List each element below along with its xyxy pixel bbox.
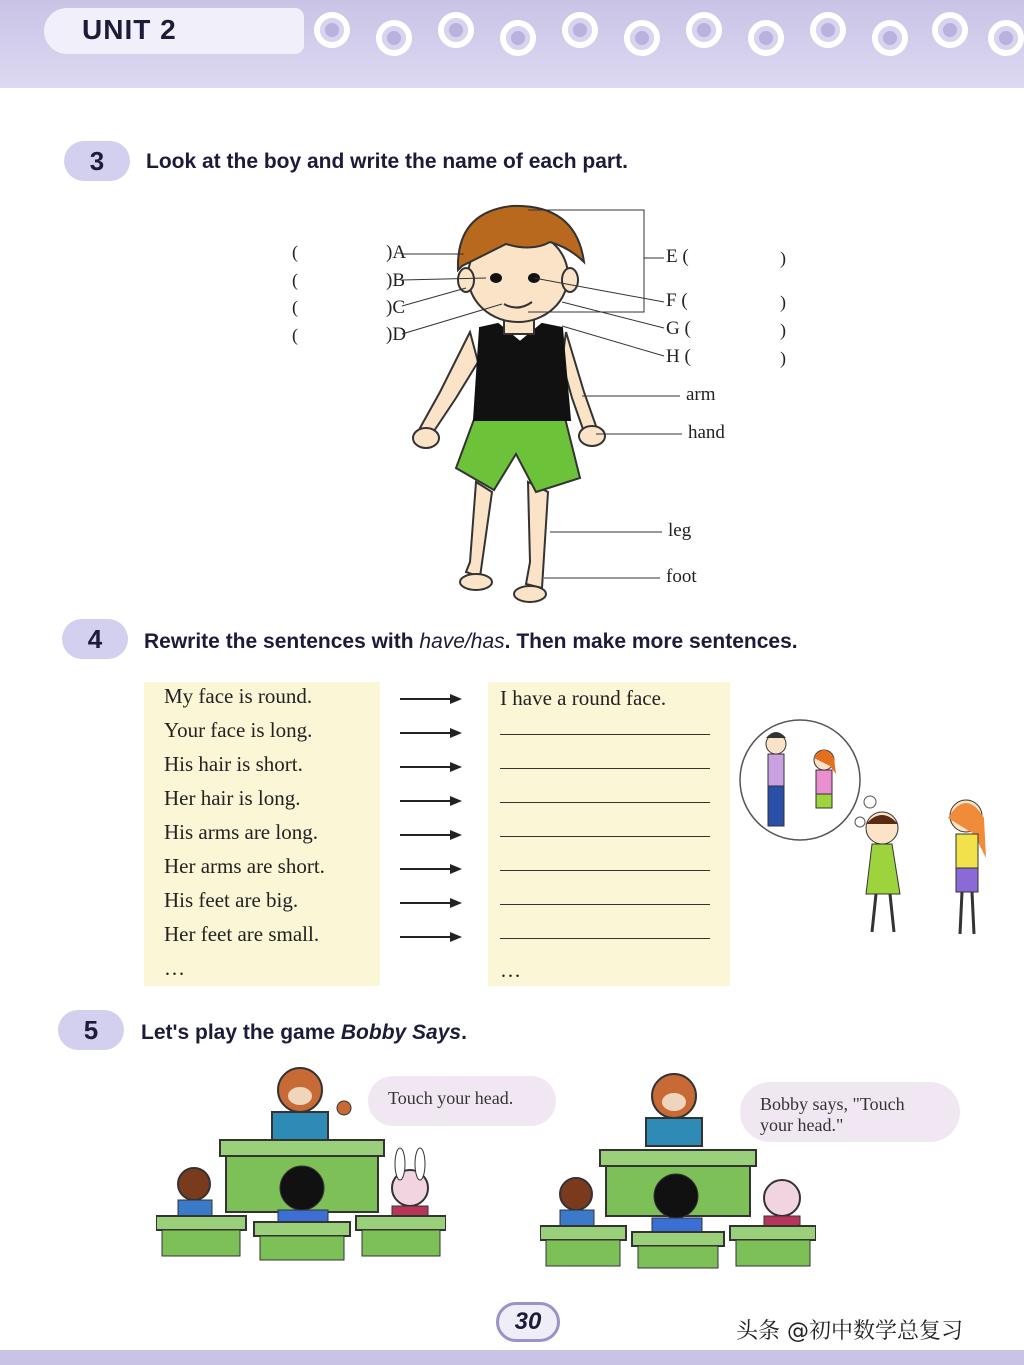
example-answer: I have a round face. (500, 686, 667, 710)
ring-decoration (376, 20, 412, 56)
arrow-icon (400, 795, 462, 807)
part-label-d: )D (386, 324, 407, 345)
part-label-leg: leg (668, 520, 692, 541)
answer-paren-open: ( (292, 325, 298, 345)
ring-decoration (500, 20, 536, 56)
arrow-icon (400, 931, 462, 943)
arrow-icon (400, 897, 462, 909)
footer-bar (0, 1350, 1024, 1365)
exercise-4-number: 4 (62, 619, 128, 659)
arrow-icon (400, 761, 462, 773)
answer-paren-close: ) (780, 292, 786, 312)
unit-title: UNIT 2 (82, 14, 177, 45)
exercise-3-number: 3 (64, 141, 130, 181)
sentence-5: His arms are long. (164, 820, 318, 844)
ring-decoration (686, 12, 722, 48)
ring-decoration (562, 12, 598, 48)
answer-paren-close: ) (780, 348, 786, 368)
part-label-h: H ( (666, 346, 691, 367)
ring-decoration (872, 20, 908, 56)
sentences-ellipsis: … (164, 956, 185, 980)
exercise-5-instruction: Let's play the game Bobby Says. (141, 1021, 467, 1044)
children-illustration (738, 718, 1018, 950)
ring-decoration (438, 12, 474, 48)
arrow-icon (400, 829, 462, 841)
sentence-2: Your face is long. (164, 718, 313, 742)
part-label-c: )C (386, 297, 406, 318)
answer-line[interactable] (500, 870, 710, 871)
speech-bubble-1: Touch your head. (368, 1076, 556, 1126)
part-label-hand: hand (688, 422, 725, 443)
arrow-icon (400, 693, 462, 705)
part-label-b: )B (386, 270, 406, 291)
answer-paren-open: ( (292, 242, 298, 262)
arrow-icon (400, 727, 462, 739)
sentence-7: His feet are big. (164, 888, 299, 912)
sentence-6: Her arms are short. (164, 854, 325, 878)
answer-line[interactable] (500, 904, 710, 905)
exercise-3-instruction: Look at the boy and write the name of each part. (146, 150, 628, 173)
answer-paren-close: ) (780, 248, 786, 268)
classroom-scene-2 (540, 1070, 816, 1270)
ring-decoration (314, 12, 350, 48)
classroom-scene-1 (156, 1064, 446, 1264)
part-label-a: )A (386, 242, 407, 263)
answer-line[interactable] (500, 734, 710, 735)
sentence-3: His hair is short. (164, 752, 303, 776)
sentence-1: My face is round. (164, 684, 313, 708)
part-label-e: E ( (666, 246, 689, 267)
sentence-4: Her hair is long. (164, 786, 301, 810)
page-number: 30 (496, 1302, 560, 1342)
answer-line[interactable] (500, 768, 710, 769)
answer-paren-close: ) (780, 320, 786, 340)
exercise-5-number: 5 (58, 1010, 124, 1050)
page-header (0, 0, 1024, 88)
answers-box (488, 682, 730, 986)
exercise-4-instruction: Rewrite the sentences with have/has. Then make more sentences. (144, 630, 798, 653)
ring-decoration (932, 12, 968, 48)
speech-bubble-2: Bobby says, "Touch your head." (740, 1082, 960, 1142)
part-label-foot: foot (666, 566, 697, 587)
sentence-8: Her feet are small. (164, 922, 320, 946)
ring-decoration (748, 20, 784, 56)
answers-ellipsis: … (500, 958, 521, 982)
answer-line[interactable] (500, 938, 710, 939)
answer-line[interactable] (500, 836, 710, 837)
answer-line[interactable] (500, 802, 710, 803)
part-label-f: F ( (666, 290, 688, 311)
ring-decoration (988, 20, 1024, 56)
ring-decoration (624, 20, 660, 56)
watermark: 头条 @初中数学总复习 (736, 1319, 963, 1344)
answer-paren-open: ( (292, 270, 298, 290)
part-label-g: G ( (666, 318, 691, 339)
ring-decoration (810, 12, 846, 48)
part-label-arm: arm (686, 384, 716, 405)
arrow-icon (400, 863, 462, 875)
answer-paren-open: ( (292, 297, 298, 317)
